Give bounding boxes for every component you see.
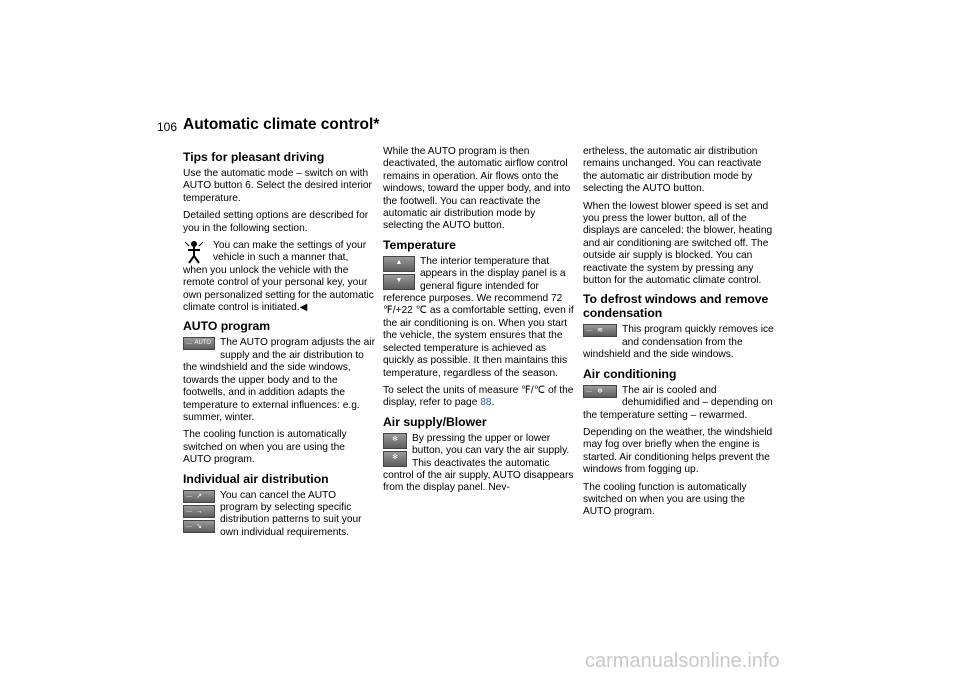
heading-temperature: Temperature: [383, 237, 456, 252]
para-auto-1: — AUTO The AUTO program adjusts the air supply and the air distribution to the windshield and the side windows, towards the upper body and to the footwells, and in addition adapts the temperature to external influences: e.g. summer, winter.: [183, 337, 375, 423]
footwell-distribution-icon: — ↘: [183, 520, 215, 533]
note-block: [183, 240, 375, 314]
para-continued-3: ertheless, the automatic air distribution remains unchanged. You can reactivate the automatic air distribution mode by selecting the AUTO button.: [583, 146, 762, 195]
heading-air-conditioning: Air conditioning: [583, 366, 677, 381]
page-number: 106: [157, 120, 178, 134]
blower-buttons-image: [383, 433, 407, 469]
para-lowest-speed: When the lowest blower speed is set and you press the lower button, all of the displays are canceled: the blower, heating and air conditioning are switched off. The outside air supply is blocked. You can reactivate the system by pressing any button for the automatic climate control.: [583, 200, 773, 287]
blower-up-icon: ✻: [383, 433, 407, 449]
para-temperature-1: ▲ ▼ The interior temperature that appears in the display panel is a general figure intended for reference purposes. We recommend 72 ℉/+22 ℃ as a comfortable setting, even if the air conditioning is on. When you start the vehicle, the system ensures that the selected temperature is achieved as quickly as possible. It then maintains this temperature, regardless of the season.: [383, 255, 574, 379]
heading-tips: Tips for pleasant driving: [183, 150, 325, 164]
para-ac-3: The cooling function is automatically switched on when you are using the AUTO program.: [583, 481, 747, 518]
snowflake-icon: — ❄: [583, 385, 617, 398]
para-air-supply: ✻ ✻ By pressing the upper or lower button, you can vary the air supply. This deactivates the automatic control of the air supply, AUTO disappears from the display panel. Nev-: [383, 432, 574, 494]
para-tips-1: Use the automatic mode – switch on with AUTO button 6. Select the desired interior temperature.: [183, 168, 372, 204]
heading-air-supply: Air supply/Blower: [383, 414, 487, 429]
page-link[interactable]: 88: [480, 397, 492, 409]
watermark: carmanualsonline.info: [585, 650, 780, 672]
note-text: You can make the settings of your vehicle in such a manner that, when you unlock the vehicle with the remote control of your personal key, your own personalized setting for the automatic climate control is initiated.: [183, 240, 374, 314]
windows-distribution-icon: — ↗: [183, 490, 215, 503]
para-ac-2: Depending on the weather, the windshield may fog over briefly when the engine is started. Air conditioning helps prevent the windows from fogging up.: [583, 426, 773, 476]
temperature-buttons-image: [383, 256, 415, 292]
para-auto-2: The cooling function is automatically switched on when you are using the AUTO program.: [183, 429, 347, 466]
column-1: [183, 146, 375, 544]
heading-individual: Individual air distribution: [183, 471, 329, 486]
page-title: Automatic climate control*: [183, 116, 380, 133]
para-individual: — ↗ — → — ↘ You can cancel the AUTO program by selecting specific distribution patterns to suit your own individual requirements.: [183, 490, 375, 540]
defrost-button-image: [583, 324, 617, 339]
ac-button-image: [583, 385, 617, 400]
temp-up-icon: ▲: [383, 256, 415, 272]
upper-body-distribution-icon: — →: [183, 505, 215, 518]
auto-button-icon: — AUTO: [183, 337, 215, 350]
para-tips-2: Detailed setting options are described for you in the following section.: [183, 210, 369, 234]
blower-down-icon: ✻: [383, 451, 407, 467]
heading-defrost: To defrost windows and remove condensation: [583, 292, 769, 321]
person-icon: [183, 240, 205, 264]
para-ac-1: — ❄ The air is cooled and dehumidified and – depending on the temperature setting – rewarmed.: [583, 384, 773, 421]
para-defrost: — ≋ This program quickly removes ice and condensation from the windshield and the side windows.: [583, 324, 774, 361]
column-3: [583, 146, 775, 524]
para-temperature-2: To select the units of measure ℉/℃ of the display, refer to page 88.: [383, 384, 574, 409]
defrost-icon: — ≋: [583, 324, 617, 337]
para-continued: While the AUTO program is then deactivated, the automatic airflow control remains in operation. Air flows onto the windows, toward the upper body, and into the footwell. You can reactivate the automatic air distribution mode by selecting the AUTO button.: [383, 146, 571, 232]
auto-button-image: [183, 337, 215, 352]
end-mark: ◀: [299, 302, 308, 314]
temp-down-icon: ▼: [383, 274, 415, 290]
heading-auto: AUTO program: [183, 319, 271, 334]
distribution-buttons-image: [183, 490, 215, 535]
column-2: [383, 146, 575, 500]
